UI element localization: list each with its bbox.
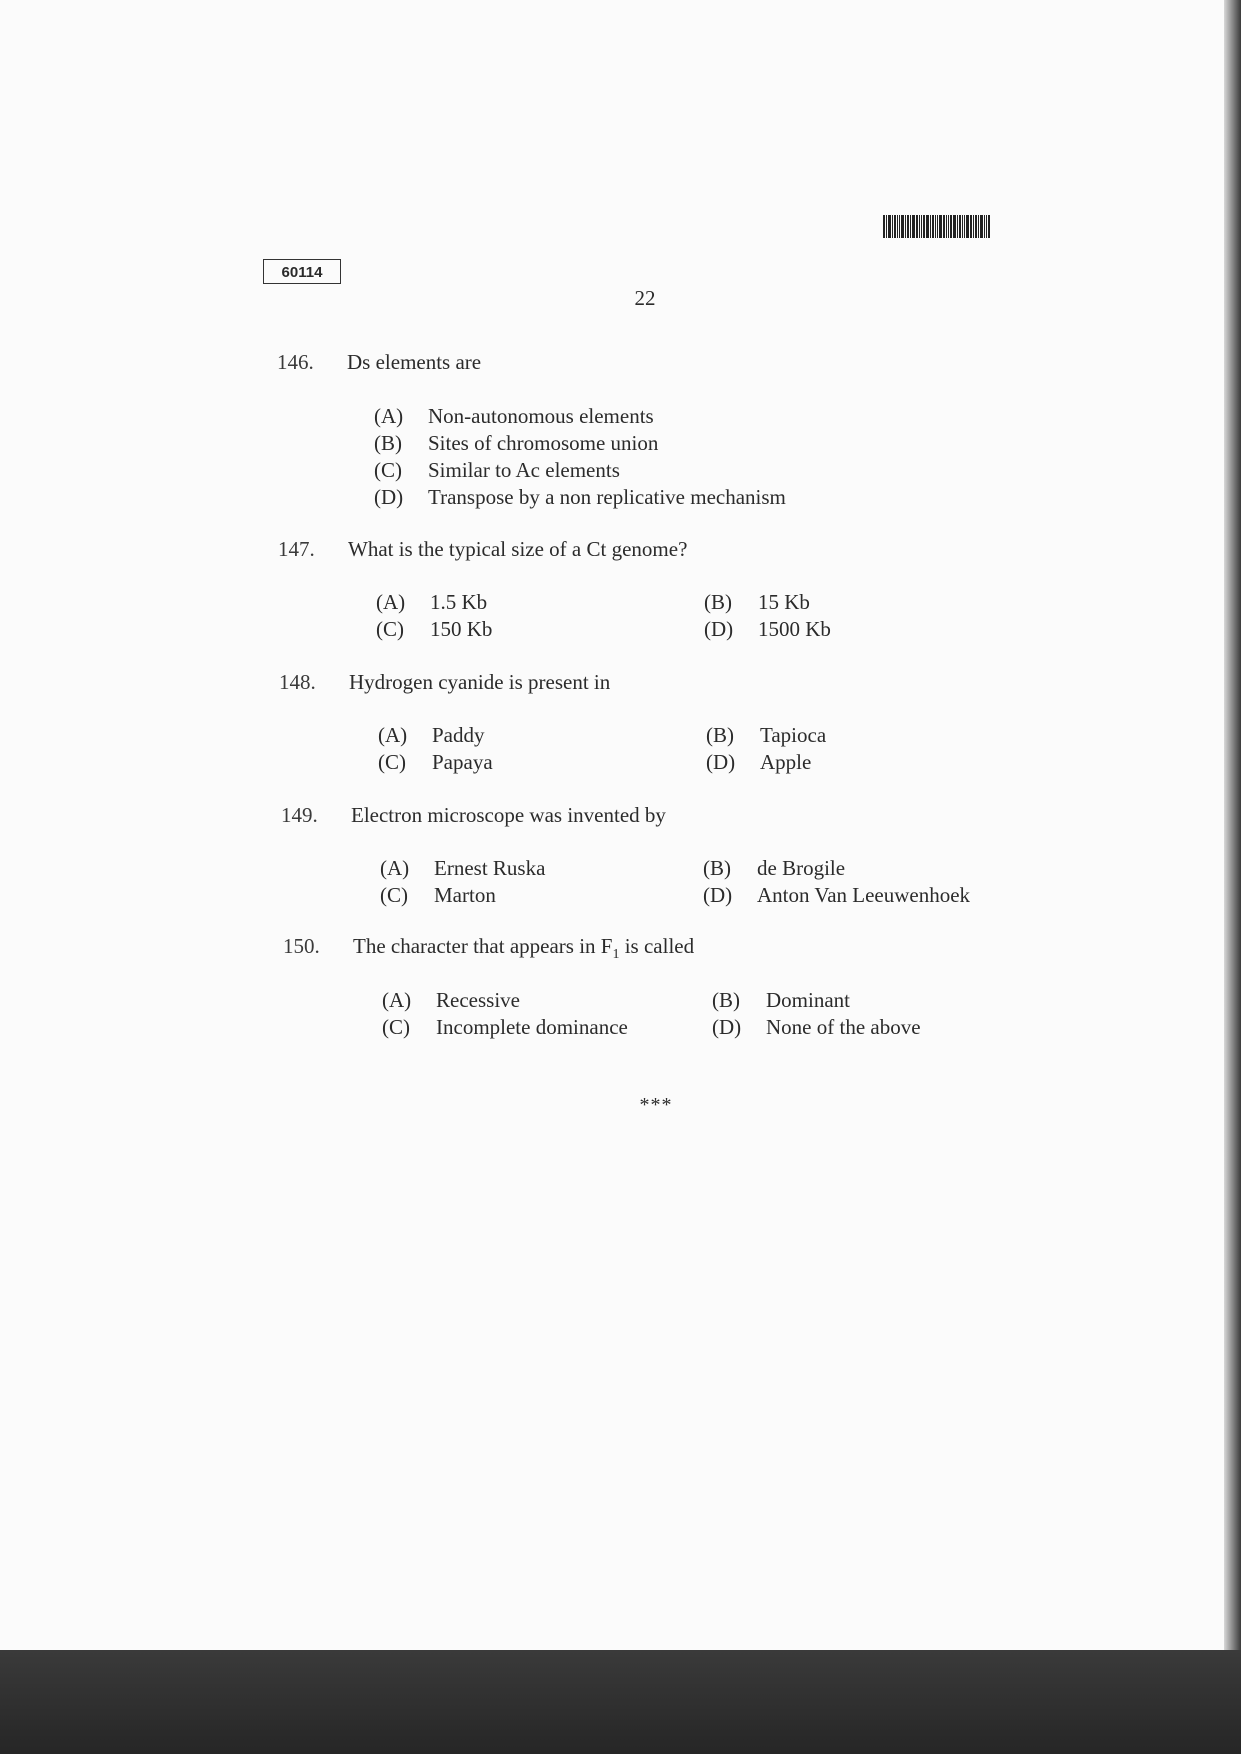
- option-c: [374, 458, 620, 483]
- option-b: [374, 431, 658, 456]
- option-b: [703, 856, 845, 881]
- scan-edge-bottom: [0, 1650, 1241, 1754]
- option-b: [706, 723, 826, 748]
- option-letter: (B): [703, 856, 731, 880]
- question-number: 148.: [279, 670, 316, 694]
- option-text: Transpose by a non replicative mechanism: [428, 485, 786, 509]
- option-text: 15 Kb: [758, 590, 810, 614]
- option-letter: (C): [378, 750, 406, 774]
- option-text: Ernest Ruska: [434, 856, 546, 880]
- option-letter: (C): [380, 883, 408, 907]
- option-text: 1.5 Kb: [430, 590, 488, 614]
- option-b: [712, 988, 850, 1013]
- question-text: Electron microscope was invented by: [351, 803, 666, 827]
- question-number: 150.: [283, 934, 320, 958]
- option-text: Apple: [760, 750, 812, 774]
- scan-edge-right: [1224, 0, 1241, 1650]
- question-text: [353, 934, 694, 963]
- option-letter: (A): [378, 723, 408, 747]
- option-text: None of the above: [766, 1015, 921, 1039]
- option-text: Sites of chromosome union: [428, 431, 659, 455]
- option-a: [374, 404, 654, 429]
- option-text: Tapioca: [760, 723, 827, 747]
- option-letter: (D): [703, 883, 733, 907]
- question-text: What is the typical size of a Ct genome?: [348, 537, 688, 561]
- option-letter: (C): [376, 617, 404, 641]
- option-letter: (B): [704, 590, 732, 614]
- question-text: Hydrogen cyanide is present in: [349, 670, 611, 694]
- option-text: Dominant: [766, 988, 850, 1012]
- option-letter: (D): [704, 617, 734, 641]
- option-text: Anton Van Leeuwenhoek: [757, 883, 971, 907]
- option-a: [378, 723, 485, 748]
- option-d: [704, 617, 831, 642]
- option-c: [382, 1015, 628, 1040]
- option-text: Incomplete dominance: [436, 1015, 628, 1039]
- option-a: [382, 988, 520, 1013]
- page-number: 22: [634, 286, 656, 310]
- option-letter: (A): [382, 988, 412, 1012]
- option-letter: (D): [712, 1015, 742, 1039]
- question-number: 146.: [277, 350, 314, 374]
- question-text-part: The character that appears in F: [353, 934, 613, 958]
- option-letter: (D): [706, 750, 736, 774]
- option-d: [703, 883, 970, 908]
- paper-code-box: 60114: [263, 259, 341, 284]
- option-letter: (B): [706, 723, 734, 747]
- option-text: Non-autonomous elements: [428, 404, 654, 428]
- option-text: 150 Kb: [430, 617, 493, 641]
- option-a: [380, 856, 545, 881]
- question-number: 149.: [281, 803, 318, 827]
- option-text: Marton: [434, 883, 496, 907]
- option-letter: (D): [374, 485, 404, 509]
- question-text-part: is called: [619, 934, 695, 958]
- option-b: [704, 590, 810, 615]
- end-mark: ***: [639, 1094, 673, 1116]
- option-letter: (B): [374, 431, 402, 455]
- option-text: Similar to Ac elements: [428, 458, 620, 482]
- option-letter: (A): [374, 404, 404, 428]
- option-d: [712, 1015, 921, 1040]
- question-text: Ds elements are: [347, 350, 482, 374]
- option-text: Papaya: [432, 750, 493, 774]
- option-text: Recessive: [436, 988, 520, 1012]
- option-letter: (A): [380, 856, 410, 880]
- option-letter: (C): [382, 1015, 410, 1039]
- option-text: Paddy: [432, 723, 485, 747]
- question-number: 147.: [278, 537, 315, 561]
- option-letter: (B): [712, 988, 740, 1012]
- option-text: 1500 Kb: [758, 617, 831, 641]
- subscript: 1: [612, 947, 620, 963]
- option-c: [380, 883, 496, 908]
- option-text: de Brogile: [757, 856, 846, 880]
- option-c: [378, 750, 493, 775]
- option-a: [376, 590, 487, 615]
- option-letter: (C): [374, 458, 402, 482]
- option-d: [374, 485, 786, 510]
- barcode-icon: [883, 215, 1013, 238]
- option-c: [376, 617, 492, 642]
- option-d: [706, 750, 811, 775]
- option-letter: (A): [376, 590, 406, 614]
